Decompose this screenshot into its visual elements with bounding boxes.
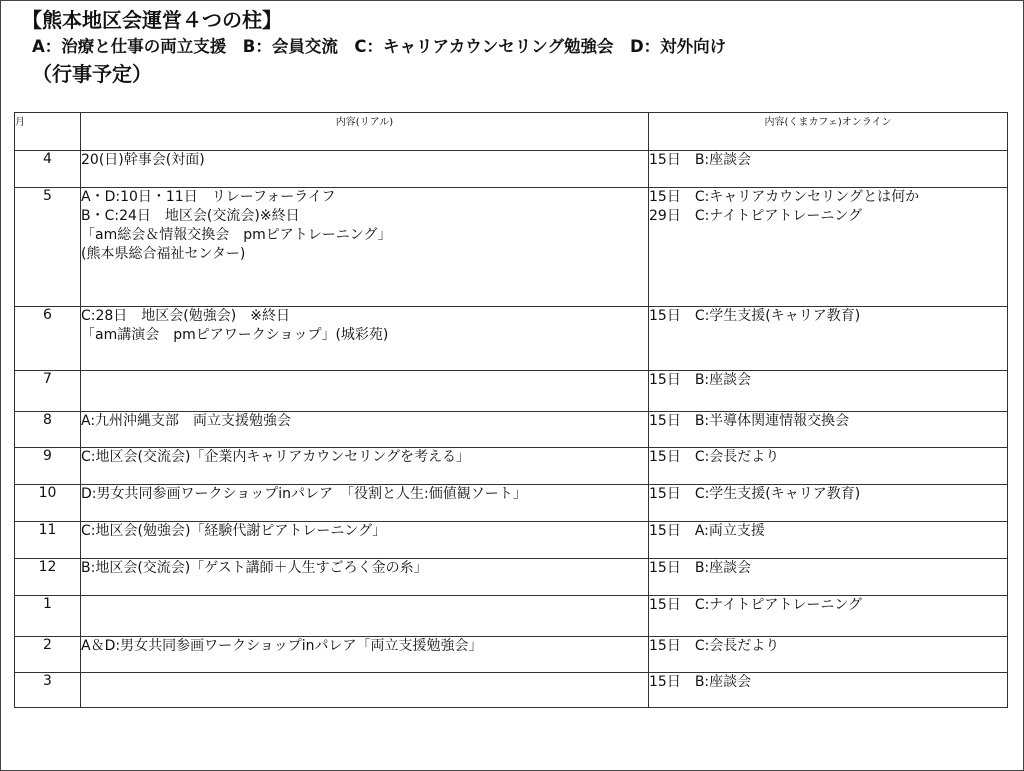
online-line: 15日 B:半導体関連情報交換会 bbox=[649, 413, 850, 429]
month-cell: 2 bbox=[15, 637, 81, 673]
table-row bbox=[15, 371, 1008, 412]
online-cell bbox=[649, 673, 1008, 708]
real-cell bbox=[81, 412, 649, 448]
real-line: C:28日 地区会(勉強会) ※終日 bbox=[81, 308, 290, 324]
real-cell bbox=[81, 151, 649, 188]
table-row bbox=[15, 412, 1008, 448]
real-line: D:男女共同参画ワークショップinパレア 「役割と人生:価値観ソート」 bbox=[81, 486, 527, 502]
online-cell bbox=[649, 485, 1008, 522]
real-line: 20(日)幹事会(対面) bbox=[81, 152, 205, 168]
real-cell bbox=[81, 448, 649, 485]
month-cell: 10 bbox=[15, 485, 81, 522]
month-cell: 4 bbox=[15, 151, 81, 188]
real-line: A・D:10日・11日 リレーフォーライフ bbox=[81, 189, 336, 205]
month-cell: 8 bbox=[15, 412, 81, 448]
online-line: 15日 B:座談会 bbox=[649, 674, 752, 690]
online-cell bbox=[649, 412, 1008, 448]
online-cell bbox=[649, 188, 1008, 307]
document-title: 【熊本地区会運営４つの柱】 bbox=[22, 8, 282, 32]
table-row bbox=[15, 485, 1008, 522]
real-cell bbox=[81, 522, 649, 559]
online-line: 15日 C:会長だより bbox=[649, 638, 780, 654]
real-cell bbox=[81, 188, 649, 307]
real-line: A:九州沖縄支部 両立支援勉強会 bbox=[81, 413, 292, 429]
month-cell: 12 bbox=[15, 559, 81, 596]
header-month: 月 bbox=[15, 113, 81, 151]
table-row bbox=[15, 673, 1008, 708]
month-cell: 11 bbox=[15, 522, 81, 559]
online-line: 29日 C:ナイトピアトレーニング bbox=[649, 208, 863, 224]
table-row bbox=[15, 559, 1008, 596]
real-line: 「am講演会 pmピアワークショップ」(城彩苑) bbox=[81, 327, 389, 343]
online-line: 15日 B:座談会 bbox=[649, 560, 752, 576]
table-row bbox=[15, 151, 1008, 188]
month-cell: 5 bbox=[15, 188, 81, 307]
real-line: C:地区会(交流会)「企業内キャリアカウンセリングを考える」 bbox=[81, 449, 470, 465]
real-cell bbox=[81, 307, 649, 371]
real-cell bbox=[81, 596, 649, 637]
online-line: 15日 C:学生支援(キャリア教育) bbox=[649, 308, 861, 324]
online-cell bbox=[649, 522, 1008, 559]
real-cell bbox=[81, 559, 649, 596]
online-line: 15日 B:座談会 bbox=[649, 152, 752, 168]
real-line: B:地区会(交流会)「ゲスト講師＋人生すごろく金の糸」 bbox=[81, 560, 428, 576]
month-cell: 7 bbox=[15, 371, 81, 412]
table-row bbox=[15, 637, 1008, 673]
month-cell: 3 bbox=[15, 673, 81, 708]
online-cell bbox=[649, 151, 1008, 188]
online-line: 15日 B:座談会 bbox=[649, 372, 752, 388]
table-row bbox=[15, 307, 1008, 371]
month-cell: 9 bbox=[15, 448, 81, 485]
table-row bbox=[15, 522, 1008, 559]
header-online: 内容(くまカフェ)オンライン bbox=[649, 113, 1008, 151]
month-cell: 1 bbox=[15, 596, 81, 637]
real-cell bbox=[81, 673, 649, 708]
online-line: 15日 C:会長だより bbox=[649, 449, 780, 465]
online-line: 15日 C:キャリアカウンセリングとは何か bbox=[649, 189, 920, 205]
event-schedule-table bbox=[14, 112, 1008, 708]
table-row bbox=[15, 188, 1008, 307]
header-real: 内容(リアル) bbox=[81, 113, 649, 151]
real-line: B・C:24日 地区会(交流会)※終日 bbox=[81, 208, 300, 224]
real-line: (熊本県総合福祉センター) bbox=[81, 246, 246, 262]
online-cell bbox=[649, 637, 1008, 673]
real-cell bbox=[81, 371, 649, 412]
online-cell bbox=[649, 307, 1008, 371]
pillars-line: A：治療と仕事の両立支援 B：会員交流 C：キャリアカウンセリング勉強会 D：対外向け bbox=[32, 37, 727, 56]
online-cell bbox=[649, 448, 1008, 485]
schedule-subtitle: （行事予定） bbox=[32, 62, 152, 86]
real-line: 「am総会＆情報交換会 pmピアトレーニング」 bbox=[81, 227, 392, 243]
real-line: C:地区会(勉強会)「経験代謝ピアトレーニング」 bbox=[81, 523, 387, 539]
month-cell: 6 bbox=[15, 307, 81, 371]
online-cell bbox=[649, 559, 1008, 596]
document-header bbox=[22, 6, 1012, 88]
online-line: 15日 C:学生支援(キャリア教育) bbox=[649, 486, 861, 502]
online-line: 15日 C:ナイトピアトレーニング bbox=[649, 597, 863, 613]
online-line: 15日 A:両立支援 bbox=[649, 523, 765, 539]
real-line: A＆D:男女共同参画ワークショップinパレア「両立支援勉強会」 bbox=[81, 638, 483, 654]
table-row bbox=[15, 448, 1008, 485]
online-cell bbox=[649, 371, 1008, 412]
table-row bbox=[15, 596, 1008, 637]
real-cell bbox=[81, 485, 649, 522]
table-header-row bbox=[15, 113, 1008, 151]
online-cell bbox=[649, 596, 1008, 637]
real-cell bbox=[81, 637, 649, 673]
